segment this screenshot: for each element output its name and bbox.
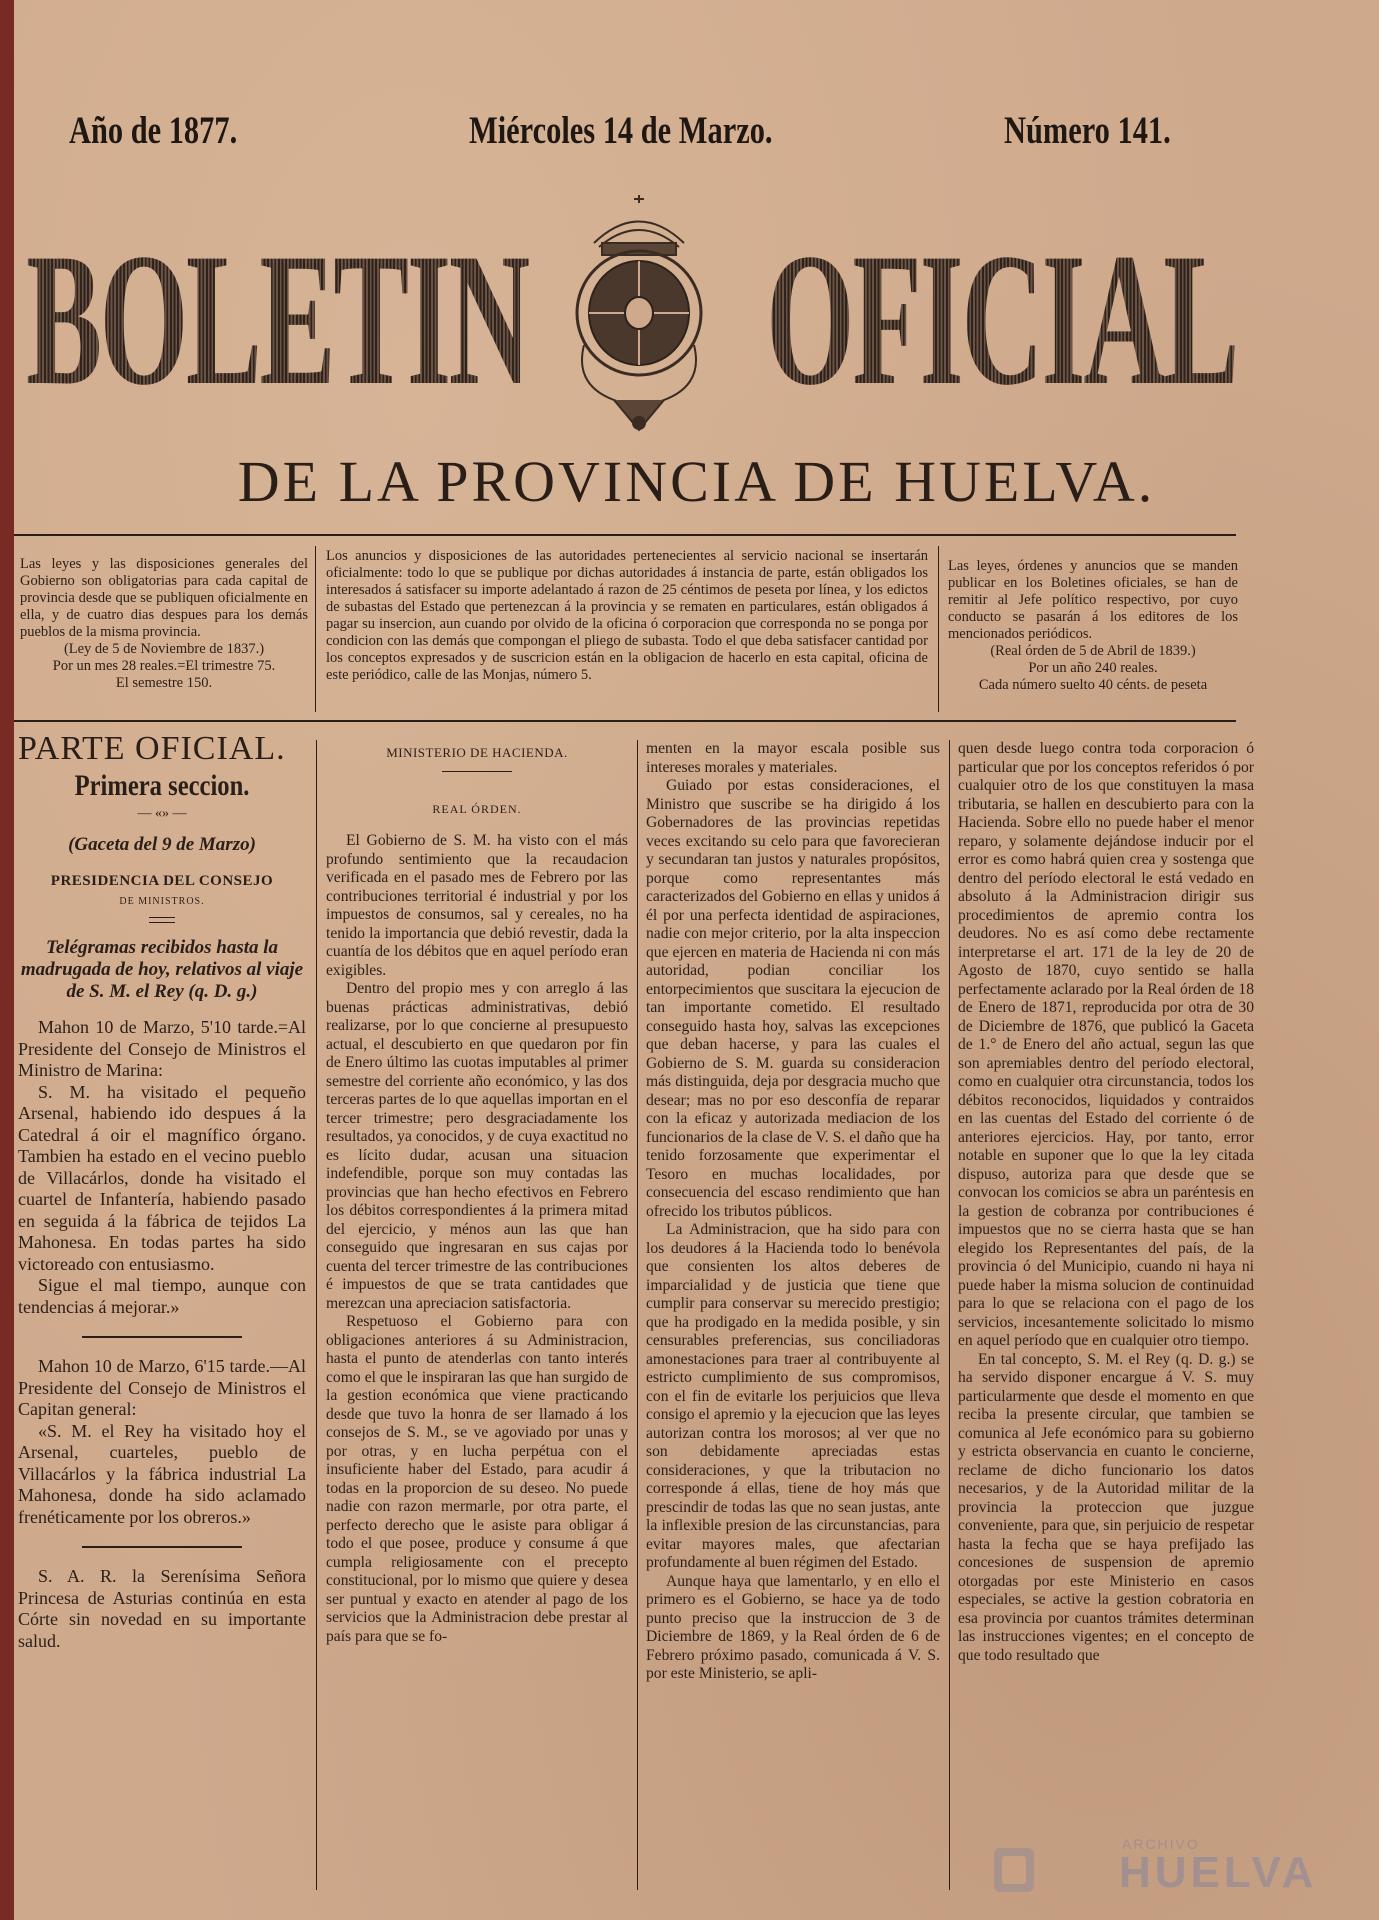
- section-title-parte-oficial: PARTE OFICIAL.: [18, 730, 286, 767]
- paragraph: Mahon 10 de Marzo, 6'15 tarde.—Al Presidente del Consejo de Ministros el Capitan general:: [18, 1356, 306, 1419]
- real-orden-heading: REAL ÓRDEN.: [432, 801, 522, 816]
- paragraph: Respetuoso el Gobierno para con obligaciones anteriores á su Administracion, hasta el punto de atenderlas con tanto interés como el que le inspiraran las que han surgido de la gestion económica que viene practicando desde que tuvo la honra de ser llamado á los consejos de S. M., se ve agoviado por unas y por otras, y en lucha perpétua con el insuficiente haber del Estado, para acudir á todas en la proporcion de su deseo. No puede nadie con razon mermarle, por otra parte, el perfecto derecho que le asiste para obligar á todo el que posee, produce y consume á que cumpla religiosamente con el precepto constitucional, por lo mismo que quiere y desea ser puntual y exacto en atender al pago de los servicios que la Administracion debe prestar al país para que se fo-: [326, 1313, 628, 1645]
- watermark-text: HUELVA: [1119, 1848, 1318, 1897]
- notice-center-body: Los anuncios y disposiciones de las autoridades pertenecientes al servicio nacional se insertarán oficialmente: todo lo que se publique por dichas autoridades á instancia de parte, están obligados los interesados á satisfacer su importe adelantado á razon de 25 céntimos de peseta por línea, y los edictos de subastas del Estado que pertenezcan á la provincia y se rematen en particulares, están obligados á pagar su insercion, aun cuando por olvido de la oficina ó corporacion que corresponda no se ponga por condicion con las demás que compongan el pliego de subasta. Todo el que deba satisfacer cantidad por los conceptos expresados y de suscricion están en la obligacion de hacerlo en esta capital, oficina de este periódico, calle de las Monjas, número 5.: [326, 548, 928, 683]
- column-4: [958, 740, 1254, 1665]
- column-divider-1: [316, 740, 317, 1890]
- section-title-primera: Primera seccion.: [74, 768, 250, 802]
- notice-left-law: (Ley de 5 de Noviembre de 1837.): [63, 641, 265, 657]
- paragraph: Dentro del propio mes y con arreglo á las buenas prácticas administrativas, debió realizarse, por lo que concierne al presupuesto actual, el descubierto en que quedaron por fin de Enero último las cuotas imputables al primer semestre del corriente año económico, y las dos terceras partes de lo que aquellas importan en el tercer trimestre; pero desgraciadamente los resultados, ya conocidos, y de cuya exactitud no es lícito dudar, acusan una situacion indefendible, porque son muy contadas las provincias que han hecho efectivos en Febrero los débitos correspondientes á la primera mitad del ejercicio, y ménos aun las que han conseguido que ingresaran en sus cajas por cuenta del tercer trimestre de las contribuciones é impuestos de que se trata cantidades que merezcan una apreciacion satisfactoria.: [326, 980, 628, 1312]
- paragraph: Sigue el mal tiempo, aunque con tendencias á mejorar.»: [18, 1275, 306, 1317]
- short-divider: [442, 771, 512, 772]
- paragraph: Aunque haya que lamentarlo, y en ello el primero es el Gobierno, se hace ya de todo punto preciso que la instruccion de 3 de Diciembre de 1869, y la Real órden de 6 de Febrero próximo pasado, comunicada á V. S. por este Ministerio, se apli-: [646, 1572, 940, 1682]
- column-2: [326, 740, 628, 1646]
- notice-right-single: Cada número suelto 40 cénts. de peseta: [978, 677, 1208, 693]
- masthead-subtitle: DE LA PROVINCIA DE HUELVA.: [237, 449, 1156, 514]
- notice-right-law: (Real órden de 5 de Abril de 1839.): [990, 643, 1196, 659]
- paragraph: El Gobierno de S. M. ha visto con el más profundo sentimiento que la recaudacion verificada en el pasado mes de Febrero por las contribuciones territorial é industrial y por los impuestos de consumos, sal y cereales, no ha tenido la importancia que debió revestir, dada la cuantía de los débitos que en aquel período eran exigibles.: [326, 832, 628, 979]
- paragraph: menten en la mayor escala posible sus intereses morales y materiales.: [646, 740, 940, 776]
- watermark-small-text: ARCHIVO: [1122, 1836, 1200, 1852]
- issue-number: Número 141.: [1004, 109, 1171, 152]
- paragraph: quen desde luego contra toda corporacion ó particular que por los conceptos referidos ó por cualquier otro de los que constituyen la masa tributaria, se hallen en descubierto para con la Hacienda. Sobre ello no puede haber el menor reparo, y solamente dejándose inducir por el error es como habrá quien crea y sostenga que dentro del período electoral le está vedado en absoluto á la Administracion dirigir sus procedimientos de apremio contra los deudores. No es así como debe rectamente interpretarse el art. 171 de la ley de 20 de Agosto de 1870, cuyo sentido se halla perfectamente aclarado por la Real órden de 18 de Enero de 1871, reproducida por otra de 30 de Diciembre de 1876, que publicó la Gaceta de 1.° de Enero del año actual, segun las que son apremiables dentro del período electoral, como en cualquier otra circunstancia, todos los débitos reconocidos, liquidados y contraidos en las cuentas del Estado del corriente ó de anteriores ejercicios. Hay, por tanto, error notable en suponer que lo que la ley citada dispuso, autoriza para que desde que se convocan los comicios se abra un paréntesis en la gestion de cobranza por contribuciones é impuestos que no se cierra hasta que se han elegido los Representantes del país, de la provincia ó del Municipio, cuando ni haya ni puede haber la misma solucion de continuidad para lo que se relaciona con el pago de los servicios, incesantemente solicitado lo mismo en aquel período que en cualquier otro tiempo.: [958, 740, 1254, 1349]
- short-divider: [82, 1336, 242, 1338]
- paragraph: En tal concepto, S. M. el Rey (q. D. g.) se ha servido disponer encargue á V. S. muy particularmente que desde el momento en que reciba la presente circular, que tambien se comunica al Jefe económico para su gobierno y estricta observancia en cuanto le concierne, reclame de dicho funcionario los datos necesarios, y de la Autoridad militar de la provincia la proteccion que juzgue conveniente, para que, sin perjuicio de respetar hasta la fecha que se haya prefijado las concesiones de suspension de apremio otorgadas por este Ministerio en casos especiales, se active la gestion cobratoria en esa provincia por cuantos trámites determinan las instrucciones vigentes; en el concepto de que todo resultado que: [958, 1350, 1254, 1664]
- paragraph: S. A. R. la Serenísima Señora Princesa de Asturias continúa en esta Córte sin novedad en su importante salud.: [18, 1566, 306, 1651]
- column-1: [18, 730, 306, 1652]
- notice-bottom-rule: [14, 720, 1236, 722]
- top-rule: [14, 534, 1236, 536]
- ministros-subheading: DE MINISTROS.: [119, 895, 205, 907]
- notice-right: [948, 558, 1238, 694]
- notice-right-year-price: Por un año 240 reales.: [1028, 660, 1158, 676]
- notice-left-body: Las leyes y las disposiciones generales del Gobierno son obligatorias para cada capital de provincia desde que se publiquen oficialmente en ella, y de cuatro dias despues para los demás pueblos de la misma provincia.: [20, 556, 308, 640]
- notice-left-semester: El semestre 150.: [115, 675, 213, 691]
- paragraph: Mahon 10 de Marzo, 5'10 tarde.=Al Presidente del Consejo de Ministros el Ministro de Marina:: [18, 1017, 306, 1080]
- gaceta-reference: (Gaceta del 9 de Marzo): [68, 833, 256, 855]
- ministerio-heading: MINISTERIO DE HACIENDA.: [386, 745, 568, 760]
- column-3: [646, 740, 940, 1684]
- telegramas-heading: Telégramas recibidos hasta la madrugada de hoy, relativos al viaje de S. M. el Rey (q. D. g.): [20, 937, 304, 1002]
- paragraph: «S. M. el Rey ha visitado hoy el Arsenal, cuarteles, pueblo de Villacárlos y la fábrica industrial La Mahonesa, donde ha sido aclamado frenéticamente por los obreros.»: [18, 1420, 306, 1527]
- issue-year: Año de 1877.: [69, 109, 238, 152]
- ornament: — «» —: [137, 806, 187, 821]
- masthead-word-oficial: OFICIAL: [766, 215, 1237, 425]
- notice-divider-right: [938, 546, 939, 712]
- paragraph: Guiado por estas consideraciones, el Ministro que suscribe se ha dirigido á los Gobernadores de las provincias repetidas veces excitando su celo para que favorecieran y secundaran tan justos y naturales propósitos, porque como representantes más caracterizados del Gobierno en ellas y unidos á él por una perfecta identidad de aspiraciones, nadie con mejor criterio, por la alta inspeccion que ejercen en materia de Hacienda ni con más autoridad, podian conciliar los entorpecimientos que suscitara la ejecucion de tan importante cometido. El resultado conseguido hasta hoy, salvas las excepciones que deban hacerse, y para las cuales el Gobierno de S. M. guarda su consideracion más distinguida, deja por desgracia mucho que desear; mas no por eso desconfía de reparar con la eficaz y autorizada mediacion de los funcionarios de la clase de V. S. el daño que ha tenido forzosamente que experimentar el Tesoro en muchas localidades, por consecuencia del escaso rendimiento que han ofrecido los tributos públicos.: [646, 777, 940, 1220]
- binding-edge: [0, 0, 14, 1920]
- double-rule: [149, 917, 175, 923]
- masthead-word-boletin: BOLETIN: [26, 215, 529, 425]
- paragraph: La Administracion, que ha sido para con los deudores á la Hacienda todo lo benévola que consienten los altos deberes de imparcialidad y de justicia que tiene que cumplir para conservar su merecido prestigio; que ha prodigado en la medida posible, y sin censurables preferencias, sus conciliadoras amonestaciones para traer al contribuyente al estricto cumplimiento de sus compromisos, con el fin de evitarle los perjuicios que lleva consigo el apremio y la ejecucion que las leyes autorizan contra los morosos; al ver que no son debidamente apreciadas estas consideraciones, y que la tributacion no corresponde á ellas, tiene de hoy más que prescindir de todas las que no sean justas, ante la inflexible presion de las circunstancias, para evitar mayores males, que afectarian profundamente al buen régimen del Estado.: [646, 1221, 940, 1571]
- notice-left: [20, 556, 308, 692]
- royal-coat-of-arms-icon: [554, 195, 724, 435]
- newspaper-page: [14, 0, 1379, 1920]
- column-divider-3: [949, 740, 950, 1890]
- notice-right-body: Las leyes, órdenes y anuncios que se manden publicar en los Boletines oficiales, se han de remitir al Jefe político respectivo, por cuyo conducto se pasarán á los editores de los mencionados periódicos.: [948, 558, 1238, 642]
- short-divider: [82, 1546, 242, 1548]
- column-divider-2: [637, 740, 638, 1890]
- notice-left-prices: Por un mes 28 reales.=El trimestre 75.: [52, 658, 276, 674]
- notice-center: [326, 548, 928, 684]
- notice-divider-left: [315, 546, 316, 712]
- issue-header: [14, 108, 1379, 158]
- issue-date: Miércoles 14 de Marzo.: [469, 109, 773, 152]
- paragraph: S. M. ha visitado el pequeño Arsenal, habiendo ido despues á la Catedral á oir el magnífico órgano. Tambien ha estado en el vecino pueblo de Villacárlos, donde ha visitado el cuartel de Infantería, habiendo pasado en seguida á la fábrica de tejidos La Mahonesa. En todas partes ha sido victoreado con entusiasmo.: [18, 1081, 306, 1274]
- presidencia-heading: PRESIDENCIA DEL CONSEJO: [50, 873, 274, 889]
